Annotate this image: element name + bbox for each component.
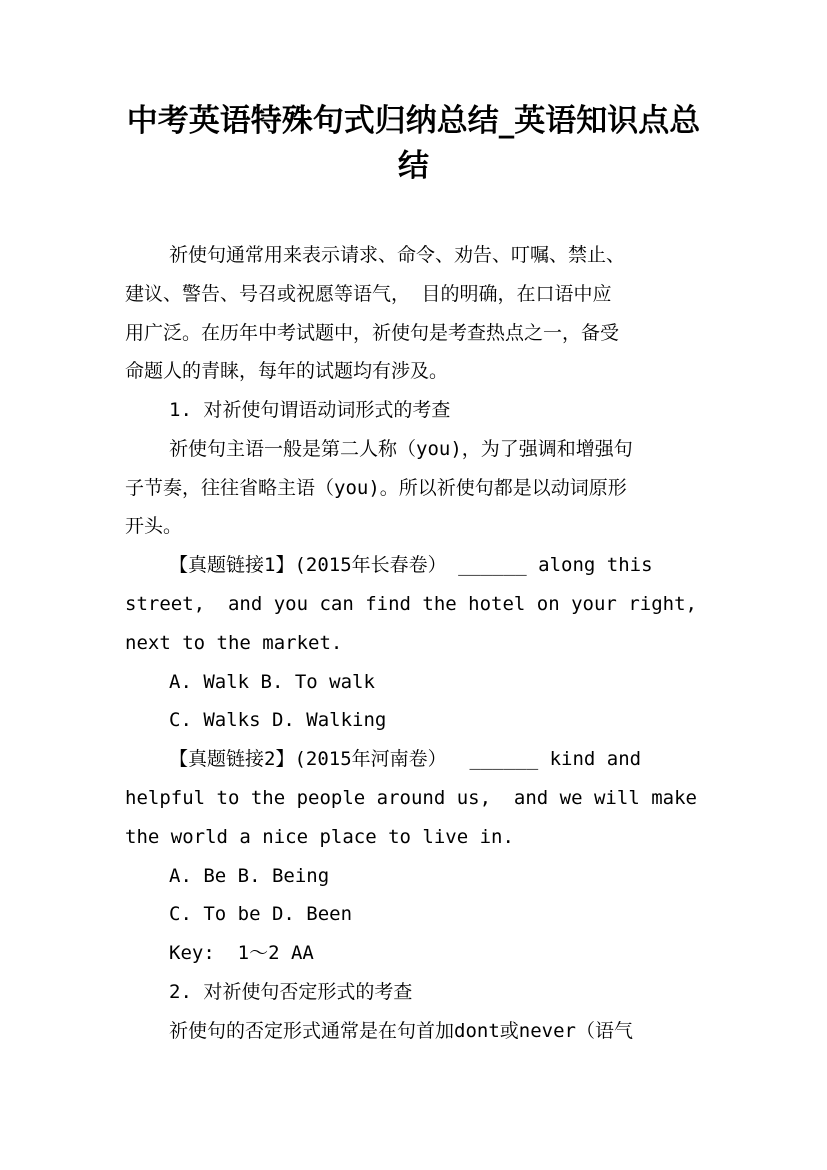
paragraph-line: 子节奏，往往省略主语（you)。所以祈使句都是以动词原形 bbox=[125, 477, 627, 499]
paragraph-line: 祈使句通常用来表示请求、命令、劝告、叮嘱、禁止、 bbox=[169, 244, 626, 266]
answer-option-line: A. Be B. Being bbox=[169, 865, 330, 887]
answer-option-line: A. Walk B. To walk bbox=[169, 671, 375, 693]
answer-key-line: Key: 1～2 AA bbox=[169, 942, 314, 964]
question-line: next to the market. bbox=[125, 632, 343, 654]
document-title-continued: 结 bbox=[398, 148, 429, 184]
question-line: 【真题链接2】(2015年河南卷） ______ kind and bbox=[169, 748, 642, 770]
paragraph-line: 开头。 bbox=[125, 515, 183, 537]
question-line: the world a nice place to live in. bbox=[125, 826, 514, 848]
paragraph-line: 用广泛。在历年中考试题中，祈使句是考查热点之一，备受 bbox=[125, 322, 620, 344]
question-line: 【真题链接1】(2015年长春卷） ______ along this bbox=[169, 554, 653, 576]
paragraph-line: 祈使句的否定形式通常是在句首加dont或never（语气 bbox=[169, 1020, 633, 1042]
answer-option-line: C. To be D. Been bbox=[169, 903, 353, 925]
paragraph-line: 建议、警告、号召或祝愿等语气， 目的明确，在口语中应 bbox=[125, 283, 612, 305]
section-heading: 2. 对祈使句否定形式的考查 bbox=[169, 981, 413, 1003]
question-line: helpful to the people around us, and we will make bbox=[125, 787, 697, 809]
paragraph-line: 祈使句主语一般是第二人称（you)，为了强调和增强句 bbox=[169, 438, 633, 460]
answer-option-line: C. Walks D. Walking bbox=[169, 709, 387, 731]
paragraph-line: 命题人的青睐，每年的试题均有涉及。 bbox=[125, 360, 449, 382]
document-title: 中考英语特殊句式归纳总结_英语知识点总 bbox=[126, 103, 701, 139]
question-line: street, and you can find the hotel on your right, bbox=[125, 593, 697, 615]
section-heading: 1. 对祈使句谓语动词形式的考查 bbox=[169, 399, 451, 421]
